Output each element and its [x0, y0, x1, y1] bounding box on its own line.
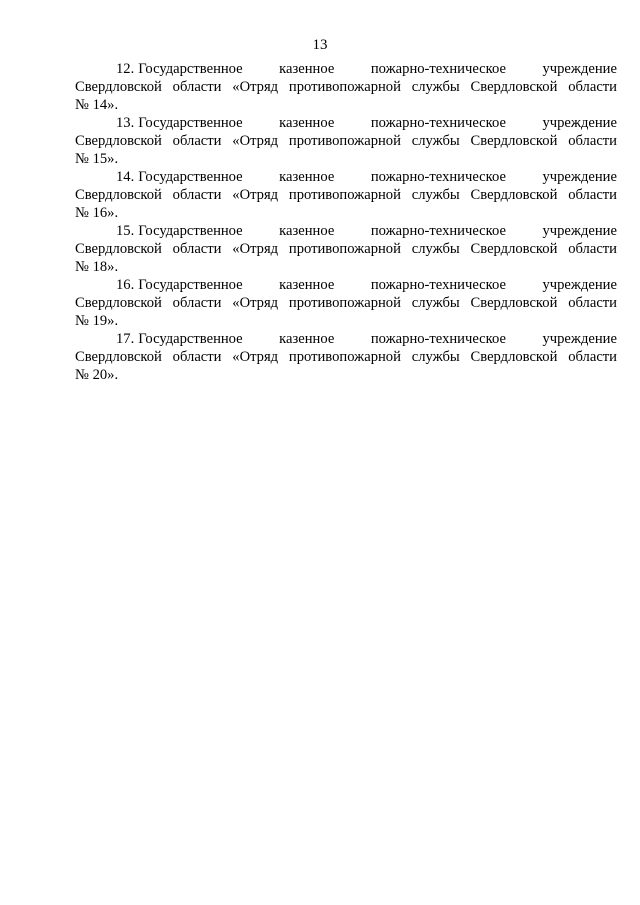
item-number: 15.: [116, 223, 135, 239]
item-word: учреждение: [542, 61, 617, 77]
item-word: учреждение: [542, 115, 617, 131]
item-word: пожарно-техническое: [370, 223, 506, 239]
list-item: [75, 114, 617, 168]
item-word: Государственное: [138, 115, 243, 131]
item-number: 13.: [116, 115, 135, 131]
page-number: 13: [312, 37, 328, 53]
item-word: казенное: [279, 61, 335, 77]
list-item-line: № 19».: [75, 313, 119, 329]
item-word: пожарно-техническое: [370, 115, 506, 131]
item-word: Государственное: [138, 223, 243, 239]
list-item-line: Свердловской области «Отряд противопожарной службы Свердловской области: [75, 133, 617, 149]
list-item-first-line: [75, 168, 617, 186]
list-item: [75, 276, 617, 330]
item-number: 14.: [116, 169, 135, 185]
item-word: Государственное: [138, 277, 243, 293]
list-item-line: Свердловской области «Отряд противопожарной службы Свердловской области: [75, 295, 617, 311]
document-body: [75, 60, 617, 384]
item-word: пожарно-техническое: [370, 61, 506, 77]
list-item-first-line: [75, 276, 617, 294]
item-word: учреждение: [542, 277, 617, 293]
item-number: 12.: [116, 61, 135, 77]
item-word: Государственное: [138, 61, 243, 77]
item-word: учреждение: [542, 169, 617, 185]
item-word: Государственное: [138, 169, 243, 185]
list-item-first-line: [75, 222, 617, 240]
item-word: казенное: [279, 277, 335, 293]
list-item-line: Свердловской области «Отряд противопожарной службы Свердловской области: [75, 349, 617, 365]
list-item: [75, 60, 617, 114]
list-item-line: № 18».: [75, 259, 119, 275]
list-item-line: № 16».: [75, 205, 119, 221]
list-item-line: № 20».: [75, 367, 119, 383]
item-word: учреждение: [542, 331, 617, 347]
list-item-first-line: [75, 330, 617, 348]
list-item-line: № 14».: [75, 97, 119, 113]
list-item-first-line: [75, 60, 617, 78]
list-item: [75, 330, 617, 384]
item-word: пожарно-техническое: [370, 277, 506, 293]
item-word: учреждение: [542, 223, 617, 239]
item-number: 16.: [116, 277, 135, 293]
list-item: [75, 168, 617, 222]
item-word: казенное: [279, 331, 335, 347]
list-item-first-line: [75, 114, 617, 132]
list-item: [75, 222, 617, 276]
item-word: казенное: [279, 169, 335, 185]
item-number: 17.: [116, 331, 135, 347]
list-item-line: Свердловской области «Отряд противопожарной службы Свердловской области: [75, 187, 617, 203]
item-word: казенное: [279, 223, 335, 239]
list-item-line: № 15».: [75, 151, 119, 167]
item-word: пожарно-техническое: [370, 169, 506, 185]
list-item-line: Свердловской области «Отряд противопожарной службы Свердловской области: [75, 241, 617, 257]
list-item-line: Свердловской области «Отряд противопожарной службы Свердловской области: [75, 79, 617, 95]
item-word: казенное: [279, 115, 335, 131]
item-word: пожарно-техническое: [370, 331, 506, 347]
item-word: Государственное: [138, 331, 243, 347]
